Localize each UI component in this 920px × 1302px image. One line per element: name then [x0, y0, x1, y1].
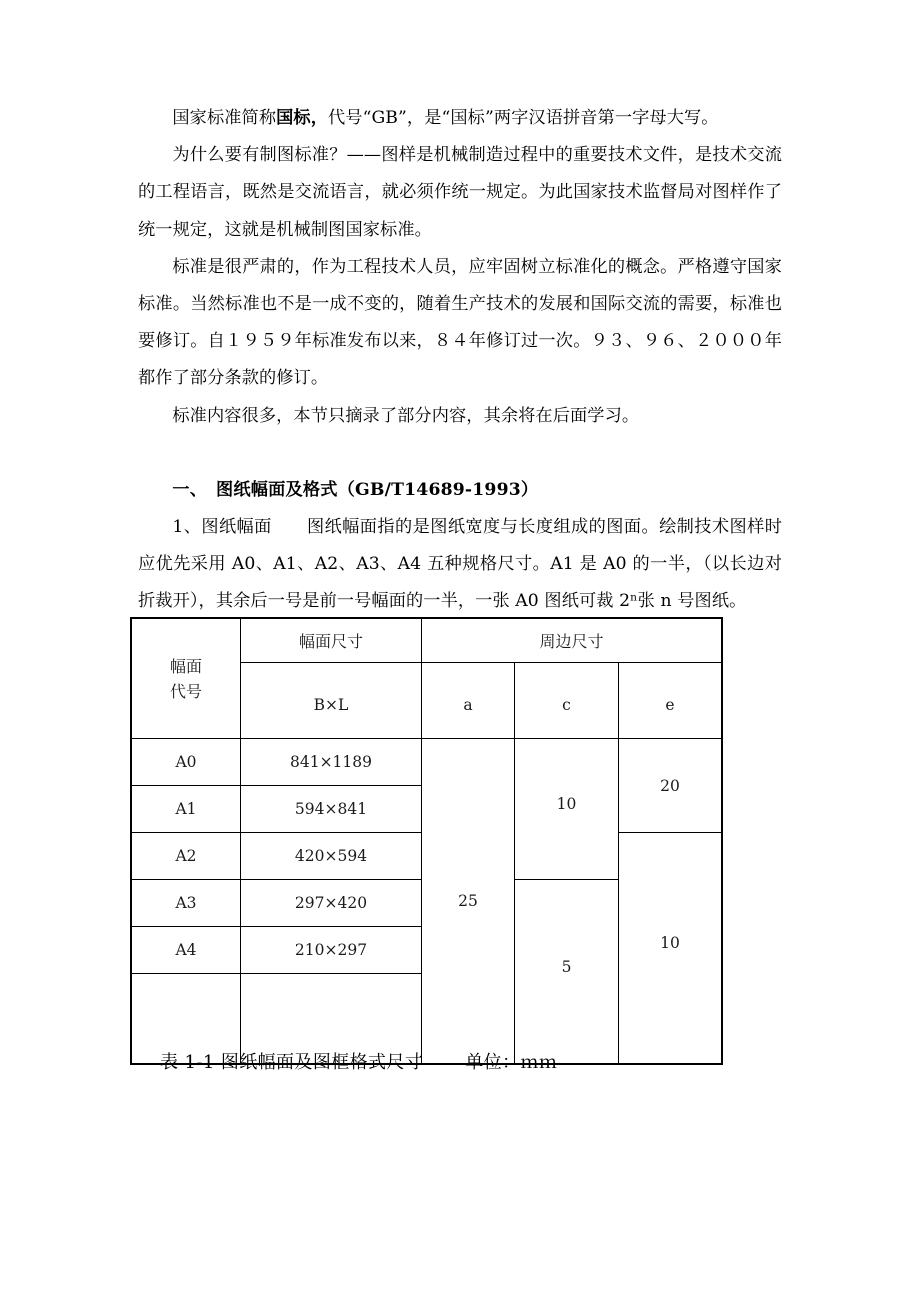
header-cell-c: c: [515, 663, 619, 739]
paragraph-3: 标准是很严肃的，作为工程技术人员，应牢固树立标准化的概念。严格遵守国家标准。当然标准也不是一成不变的，随着生产技术的发展和国际交流的需要，标准也要修订。自１９５９年标准发布以来，８４年修订过一次。９３、９６、２０００年都作了部分条款的修订。: [138, 256, 782, 389]
paragraph-1-text-a: 国家标准简称: [172, 108, 277, 128]
header-cell-bl: B×L: [241, 663, 422, 739]
caption-unit: 单位：ｍｍ: [465, 1052, 558, 1073]
header-cell-code: [132, 619, 241, 739]
cell-code: A2: [132, 833, 241, 880]
caption-label: 表 1-1 图纸幅面及图框格式尺寸: [160, 1052, 424, 1073]
subsection-paragraph: 1、图纸幅面 图纸幅面指的是图纸宽度与长度组成的图面。绘制技术图样时应优先采用 A0、A1、A2、A3、A4 五种规格尺寸。A1 是 A0 的一半，（以长边对折裁开），其余后一号是前一号幅面的一半，一张 A0 图纸可裁 2ⁿ张 n 号图纸。: [138, 517, 782, 612]
cell-size: 210×297: [241, 927, 422, 974]
paragraph-1-text-bold: 国标，: [276, 108, 328, 128]
paragraph-1: [138, 100, 782, 137]
cell-size: 420×594: [241, 833, 422, 880]
cell-code: A1: [132, 786, 241, 833]
header-cell-a: a: [422, 663, 515, 739]
cell-code: A4: [132, 927, 241, 974]
cell-margin-e-top: 20: [619, 739, 722, 833]
cell-code: A3: [132, 880, 241, 927]
header-cell-group-margin: 周边尺寸: [422, 619, 722, 663]
cell-margin-c-top: 10: [515, 739, 619, 880]
header-code-line2: 代号: [169, 681, 202, 701]
cell-size: 594×841: [241, 786, 422, 833]
header-code-line1: 幅面: [169, 656, 202, 676]
cell-margin-c-bottom: 5: [515, 880, 619, 1064]
blank-line: [138, 435, 782, 472]
paragraph-4: 标准内容很多，本节只摘录了部分内容，其余将在后面学习。: [172, 405, 640, 426]
section-heading: 一、 图纸幅面及格式（GB/T14689-1993）: [172, 479, 539, 500]
header-cell-e: e: [619, 663, 722, 739]
paragraph-2: 为什么要有制图标准？——图样是机械制造过程中的重要技术文件，是技术交流的工程语言，既然是交流语言，就必须作统一规定。为此国家技术监督局对图样作了统一规定，这就是机械制图国家标准。: [138, 145, 782, 240]
paragraph-1-text-b: 代号“GB”，是“国标”两字汉语拼音第一字母大写。: [328, 108, 719, 128]
document-body: [138, 100, 782, 621]
table-header-row-1: [132, 619, 722, 663]
cell-margin-a: 25: [422, 739, 515, 1064]
spec-table-container: [131, 618, 721, 1064]
cell-size: 297×420: [241, 880, 422, 927]
header-cell-group-size: 幅面尺寸: [241, 619, 422, 663]
cell-margin-e-bottom: 10: [619, 833, 722, 1064]
table-row: [132, 739, 722, 786]
cell-size: 841×1189: [241, 739, 422, 786]
table-caption: [160, 1048, 557, 1078]
paper-format-table: [131, 618, 722, 1064]
cell-code: A0: [132, 739, 241, 786]
